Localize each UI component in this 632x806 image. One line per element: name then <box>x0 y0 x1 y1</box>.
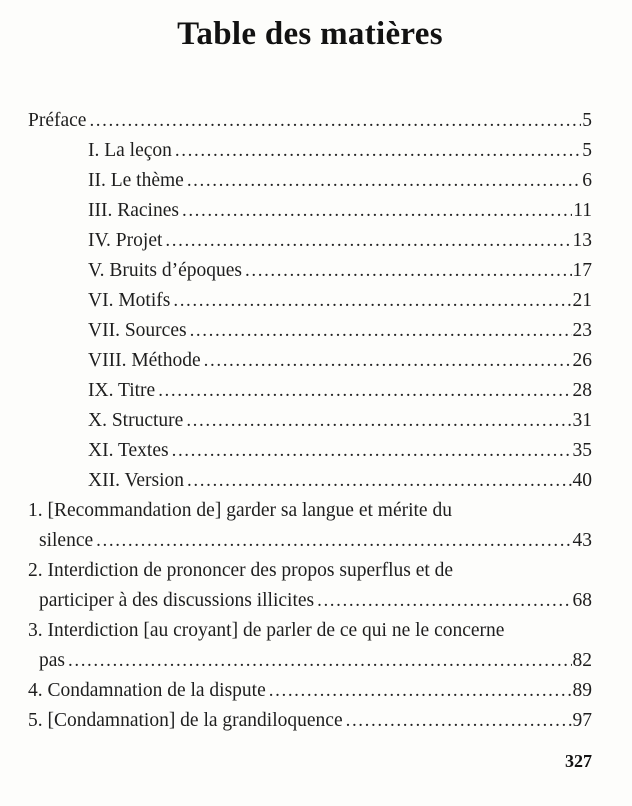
toc-row <box>28 256 592 286</box>
table-of-contents <box>28 106 592 736</box>
toc-row <box>28 706 592 736</box>
toc-entry-label: II. Le thème <box>88 170 184 191</box>
toc-entry-page: 13 <box>572 230 592 251</box>
toc-entry <box>28 226 592 256</box>
toc-entry-label: V. Bruits d’époques <box>88 260 243 281</box>
dot-leader <box>317 586 571 616</box>
toc-entry-page: 17 <box>572 260 592 281</box>
toc-entry-label: VIII. Méthode <box>88 350 201 371</box>
toc-entry <box>28 406 592 436</box>
toc-entry-page: 89 <box>572 680 592 701</box>
toc-entry-label: IV. Projet <box>88 230 163 251</box>
toc-entry <box>28 346 592 376</box>
dot-leader <box>173 286 571 316</box>
toc-entry-label: pas <box>39 650 65 671</box>
toc-row <box>28 526 592 556</box>
dot-leader <box>175 136 581 166</box>
toc-entry-page: 28 <box>572 380 592 401</box>
toc-entry <box>28 106 592 136</box>
toc-entry <box>28 136 592 166</box>
dot-leader <box>186 406 571 436</box>
toc-entry-label: X. Structure <box>88 410 184 431</box>
toc-row <box>28 346 592 376</box>
toc-row <box>28 226 592 256</box>
dot-leader <box>172 436 572 466</box>
toc-entry <box>28 616 592 676</box>
toc-row <box>28 586 592 616</box>
dot-leader <box>165 226 571 256</box>
toc-row <box>28 376 592 406</box>
toc-entry-label: 4. Condamnation de la dispute <box>28 680 266 701</box>
dot-leader <box>245 256 571 286</box>
toc-row <box>28 196 592 226</box>
dot-leader <box>204 346 572 376</box>
toc-entry <box>28 376 592 406</box>
toc-row <box>28 496 592 526</box>
toc-entry-page: 26 <box>572 350 592 371</box>
toc-row <box>28 646 592 676</box>
toc-entry-page: 35 <box>572 440 592 461</box>
toc-entry-label: III. Racines <box>88 200 179 221</box>
toc-row <box>28 436 592 466</box>
toc-row <box>28 136 592 166</box>
toc-row <box>28 166 592 196</box>
toc-entry-label: 3. Interdiction [au croyant] de parler de ce qui ne le concerne <box>28 620 505 641</box>
toc-entry-page: 21 <box>572 290 592 311</box>
toc-row <box>28 556 592 586</box>
toc-entry-label: Préface <box>28 110 87 131</box>
toc-entry <box>28 556 592 616</box>
toc-entry-label: participer à des discussions illicites <box>39 590 315 611</box>
toc-entry-page: 82 <box>572 650 592 671</box>
toc-entry <box>28 676 592 706</box>
toc-entry-label: XII. Version <box>88 470 185 491</box>
toc-entry-label: 1. [Recommandation de] garder sa langue et mérite du <box>28 500 452 521</box>
dot-leader <box>187 166 581 196</box>
dot-leader <box>190 316 572 346</box>
toc-entry <box>28 466 592 496</box>
toc-entry <box>28 496 592 556</box>
toc-entry-label: XI. Textes <box>88 440 169 461</box>
toc-entry <box>28 706 592 736</box>
toc-row <box>28 616 592 646</box>
dot-leader <box>187 466 571 496</box>
toc-entry <box>28 256 592 286</box>
dot-leader <box>68 646 572 676</box>
dot-leader <box>89 106 581 136</box>
dot-leader <box>158 376 571 406</box>
toc-row <box>28 406 592 436</box>
toc-entry-page: 40 <box>572 470 592 491</box>
toc-entry-page: 5 <box>582 140 592 161</box>
toc-entry-label: IX. Titre <box>88 380 156 401</box>
toc-entry-label: VI. Motifs <box>88 290 171 311</box>
toc-entry-page: 97 <box>572 710 592 731</box>
toc-entry-page: 68 <box>572 590 592 611</box>
toc-entry-page: 5 <box>582 110 592 131</box>
toc-entry-page: 31 <box>572 410 592 431</box>
dot-leader <box>346 706 572 736</box>
toc-entry <box>28 436 592 466</box>
toc-entry-page: 43 <box>572 530 592 551</box>
toc-entry <box>28 196 592 226</box>
toc-entry-page: 23 <box>572 320 592 341</box>
toc-entry-page: 6 <box>582 170 592 191</box>
page-title: Table des matières <box>177 16 443 52</box>
toc-entry-label: 5. [Condamnation] de la grandiloquence <box>28 710 343 731</box>
toc-entry-page: 11 <box>573 200 592 221</box>
toc-row <box>28 676 592 706</box>
toc-entry-label: silence <box>39 530 94 551</box>
toc-row <box>28 466 592 496</box>
toc-entry-label: 2. Interdiction de prononcer des propos superflus et de <box>28 560 454 581</box>
toc-entry <box>28 166 592 196</box>
toc-row <box>28 286 592 316</box>
toc-row <box>28 316 592 346</box>
toc-entry <box>28 316 592 346</box>
toc-entry-label: I. La leçon <box>88 140 172 161</box>
toc-entry-label: VII. Sources <box>88 320 187 341</box>
dot-leader <box>96 526 571 556</box>
dot-leader <box>269 676 572 706</box>
toc-entry <box>28 286 592 316</box>
dot-leader <box>182 196 572 226</box>
toc-row <box>28 106 592 136</box>
folio-page-number: 327 <box>565 751 592 771</box>
